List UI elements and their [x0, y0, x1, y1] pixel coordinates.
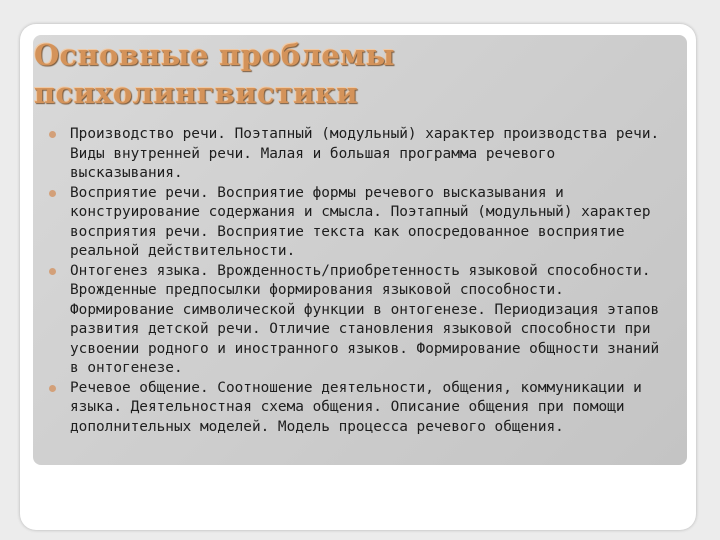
bullet-list — [48, 125, 676, 437]
list-item — [48, 184, 676, 262]
bullet-text: Восприятие речи. Восприятие формы речевого высказывания и конструирование содержания и смысла. Поэтапный (модульный) характер восприятия речи. Восприятие текста как опосредованное восприятие реальной действительности. — [70, 184, 651, 259]
bullet-icon — [49, 190, 56, 197]
bullet-text: Речевое общение. Соотношение деятельности, общения, коммуникации и языка. Деятельностная схема общения. Описание общения при помощи дополнительных моделей. Модель процесса речевого общения. — [70, 379, 642, 435]
bullet-text: Онтогенез языка. Врожденность/приобретенность языковой способности. Врожденные предпосылки формирования языковой способности. Формирование символической функции в онтогенезе. Периодизация этапов развития детской речи. Отличие становления языковой способности при усвоении родного и иностранного языков. Формирование общности знаний в онтогенезе. — [70, 262, 660, 376]
slide-title-line-1: Основные проблемы — [34, 38, 395, 72]
slide-title-line-2: психолингвистики — [34, 76, 359, 110]
bullet-icon — [49, 131, 56, 138]
slide-title — [34, 36, 674, 112]
list-item — [48, 125, 676, 184]
list-item — [48, 379, 676, 438]
list-item — [48, 262, 676, 379]
bullet-icon — [49, 268, 56, 275]
bullet-text: Производство речи. Поэтапный (модульный) характер производства речи. Виды внутренней речи. Малая и большая программа речевого высказывания. — [70, 126, 660, 181]
bullet-icon — [49, 385, 56, 392]
